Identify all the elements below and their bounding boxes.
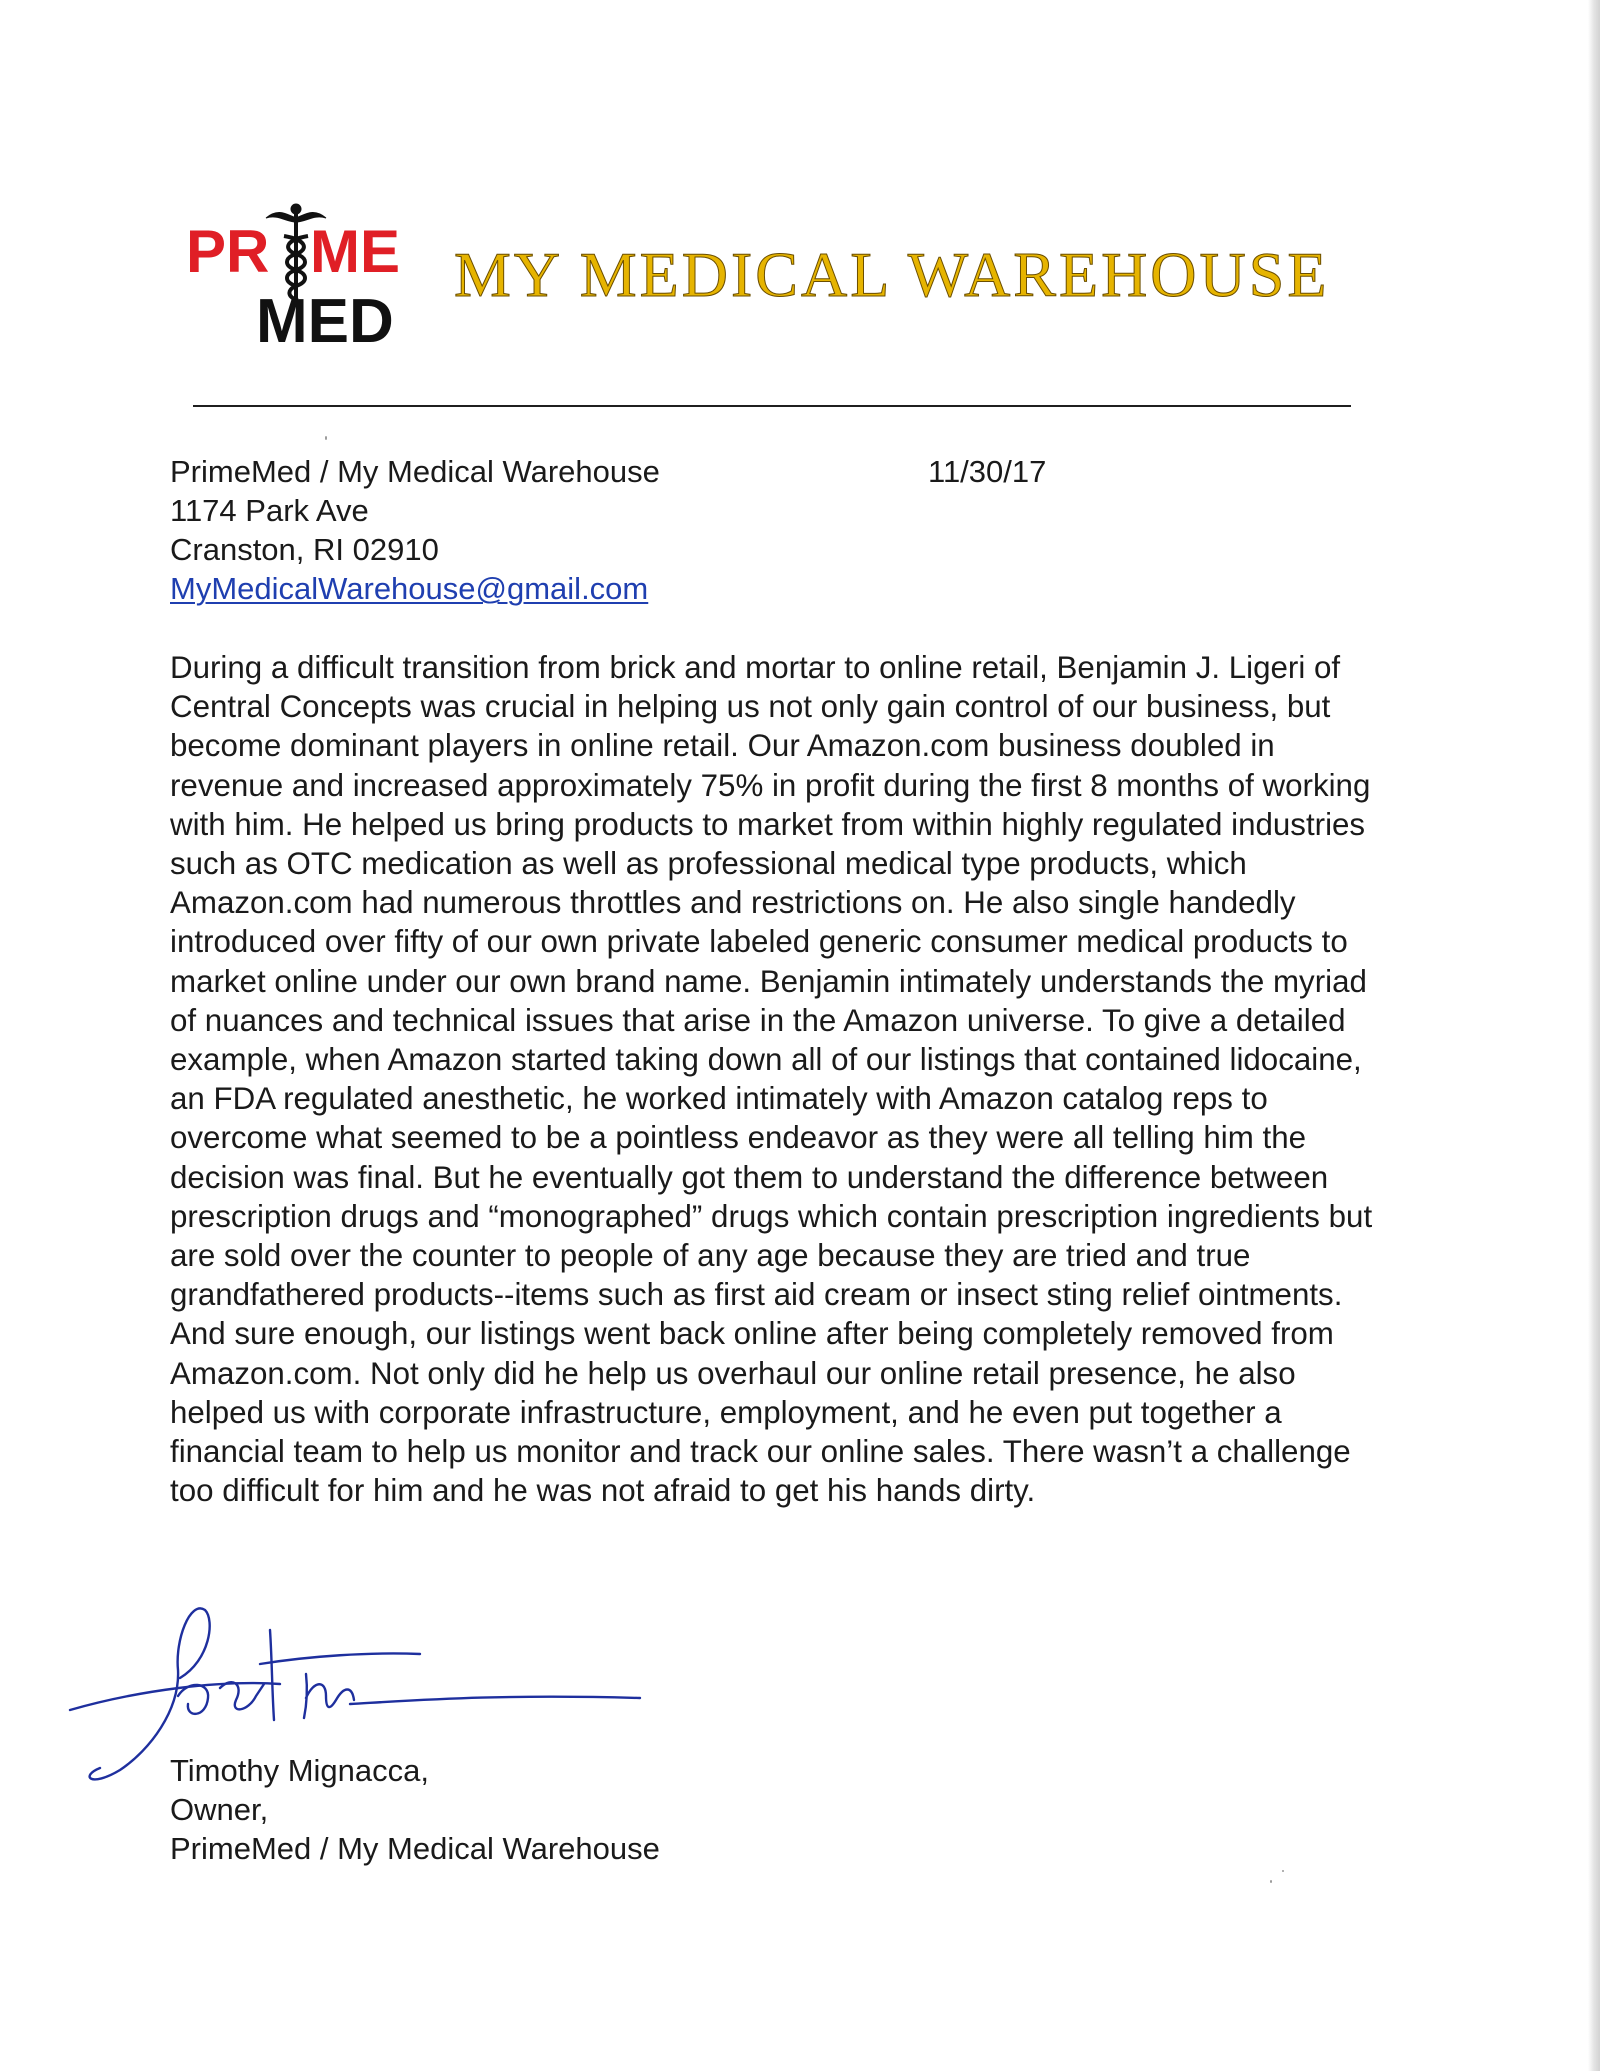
header-divider (193, 405, 1351, 407)
scan-speck (1282, 1870, 1284, 1872)
signer-title: Owner, (170, 1792, 269, 1827)
scan-edge-shadow (1588, 0, 1600, 2071)
sender-name: PrimeMed / My Medical Warehouse (170, 454, 660, 489)
signoff-block (170, 1751, 660, 1868)
primemed-logo (186, 200, 406, 350)
letter-date: 11/30/17 (928, 454, 1047, 489)
sender-email-link[interactable]: MyMedicalWarehouse@gmail.com (170, 571, 649, 606)
svg-text:ME: ME (310, 218, 400, 285)
sender-street: 1174 Park Ave (170, 493, 369, 528)
company-title: MY MEDICAL WAREHOUSE (454, 239, 1330, 310)
sender-city-state-zip: Cranston, RI 02910 (170, 532, 439, 567)
svg-text:PR: PR (186, 218, 270, 285)
sender-address-block (170, 452, 660, 608)
signer-name: Timothy Mignacca, (170, 1753, 429, 1788)
signer-company: PrimeMed / My Medical Warehouse (170, 1831, 660, 1866)
scan-speck (325, 436, 327, 440)
letter-body: During a difficult transition from brick and mortar to online retail, Benjamin J. Ligeri of Central Concepts was crucial in helping us not only gain control of our business, but become dominant players in online retail. Our Amazon.com business doubled in revenue and increased approximately 75% in profit during the first 8 months of working with him. He helped us bring products to market from within highly regulated industries such as OTC medication as well as professional medical type products, which Amazon.com had numerous throttles and restrictions on. He also single handedly introduced over fifty of our own private labeled generic consumer medical products to market online under our own brand name. Benjamin intimately understands the myriad of nuances and technical issues that arise in the Amazon universe. To give a detailed example, when Amazon started taking down all of our listings that contained lidocaine, an FDA regulated anesthetic, he worked intimately with Amazon catalog reps to overcome what seemed to be a pointless endeavor as they were all telling him the decision was final. But he eventually got them to understand the difference between prescription drugs and “monographed” drugs which contain prescription ingredients but are sold over the counter to people of any age because they are tried and true grandfathered products--items such as first aid cream or insect sting relief ointments. And sure enough, our listings went back online after being completely removed from Amazon.com. Not only did he help us overhaul our online retail presence, he also helped us with corporate infrastructure, employment, and he even put together a financial team to help us monitor and track our online sales. There wasn’t a challenge too difficult for him and he was not afraid to get his hands dirty. (170, 650, 1373, 1509)
scan-speck (1270, 1880, 1272, 1883)
svg-text:MED: MED (256, 287, 394, 350)
